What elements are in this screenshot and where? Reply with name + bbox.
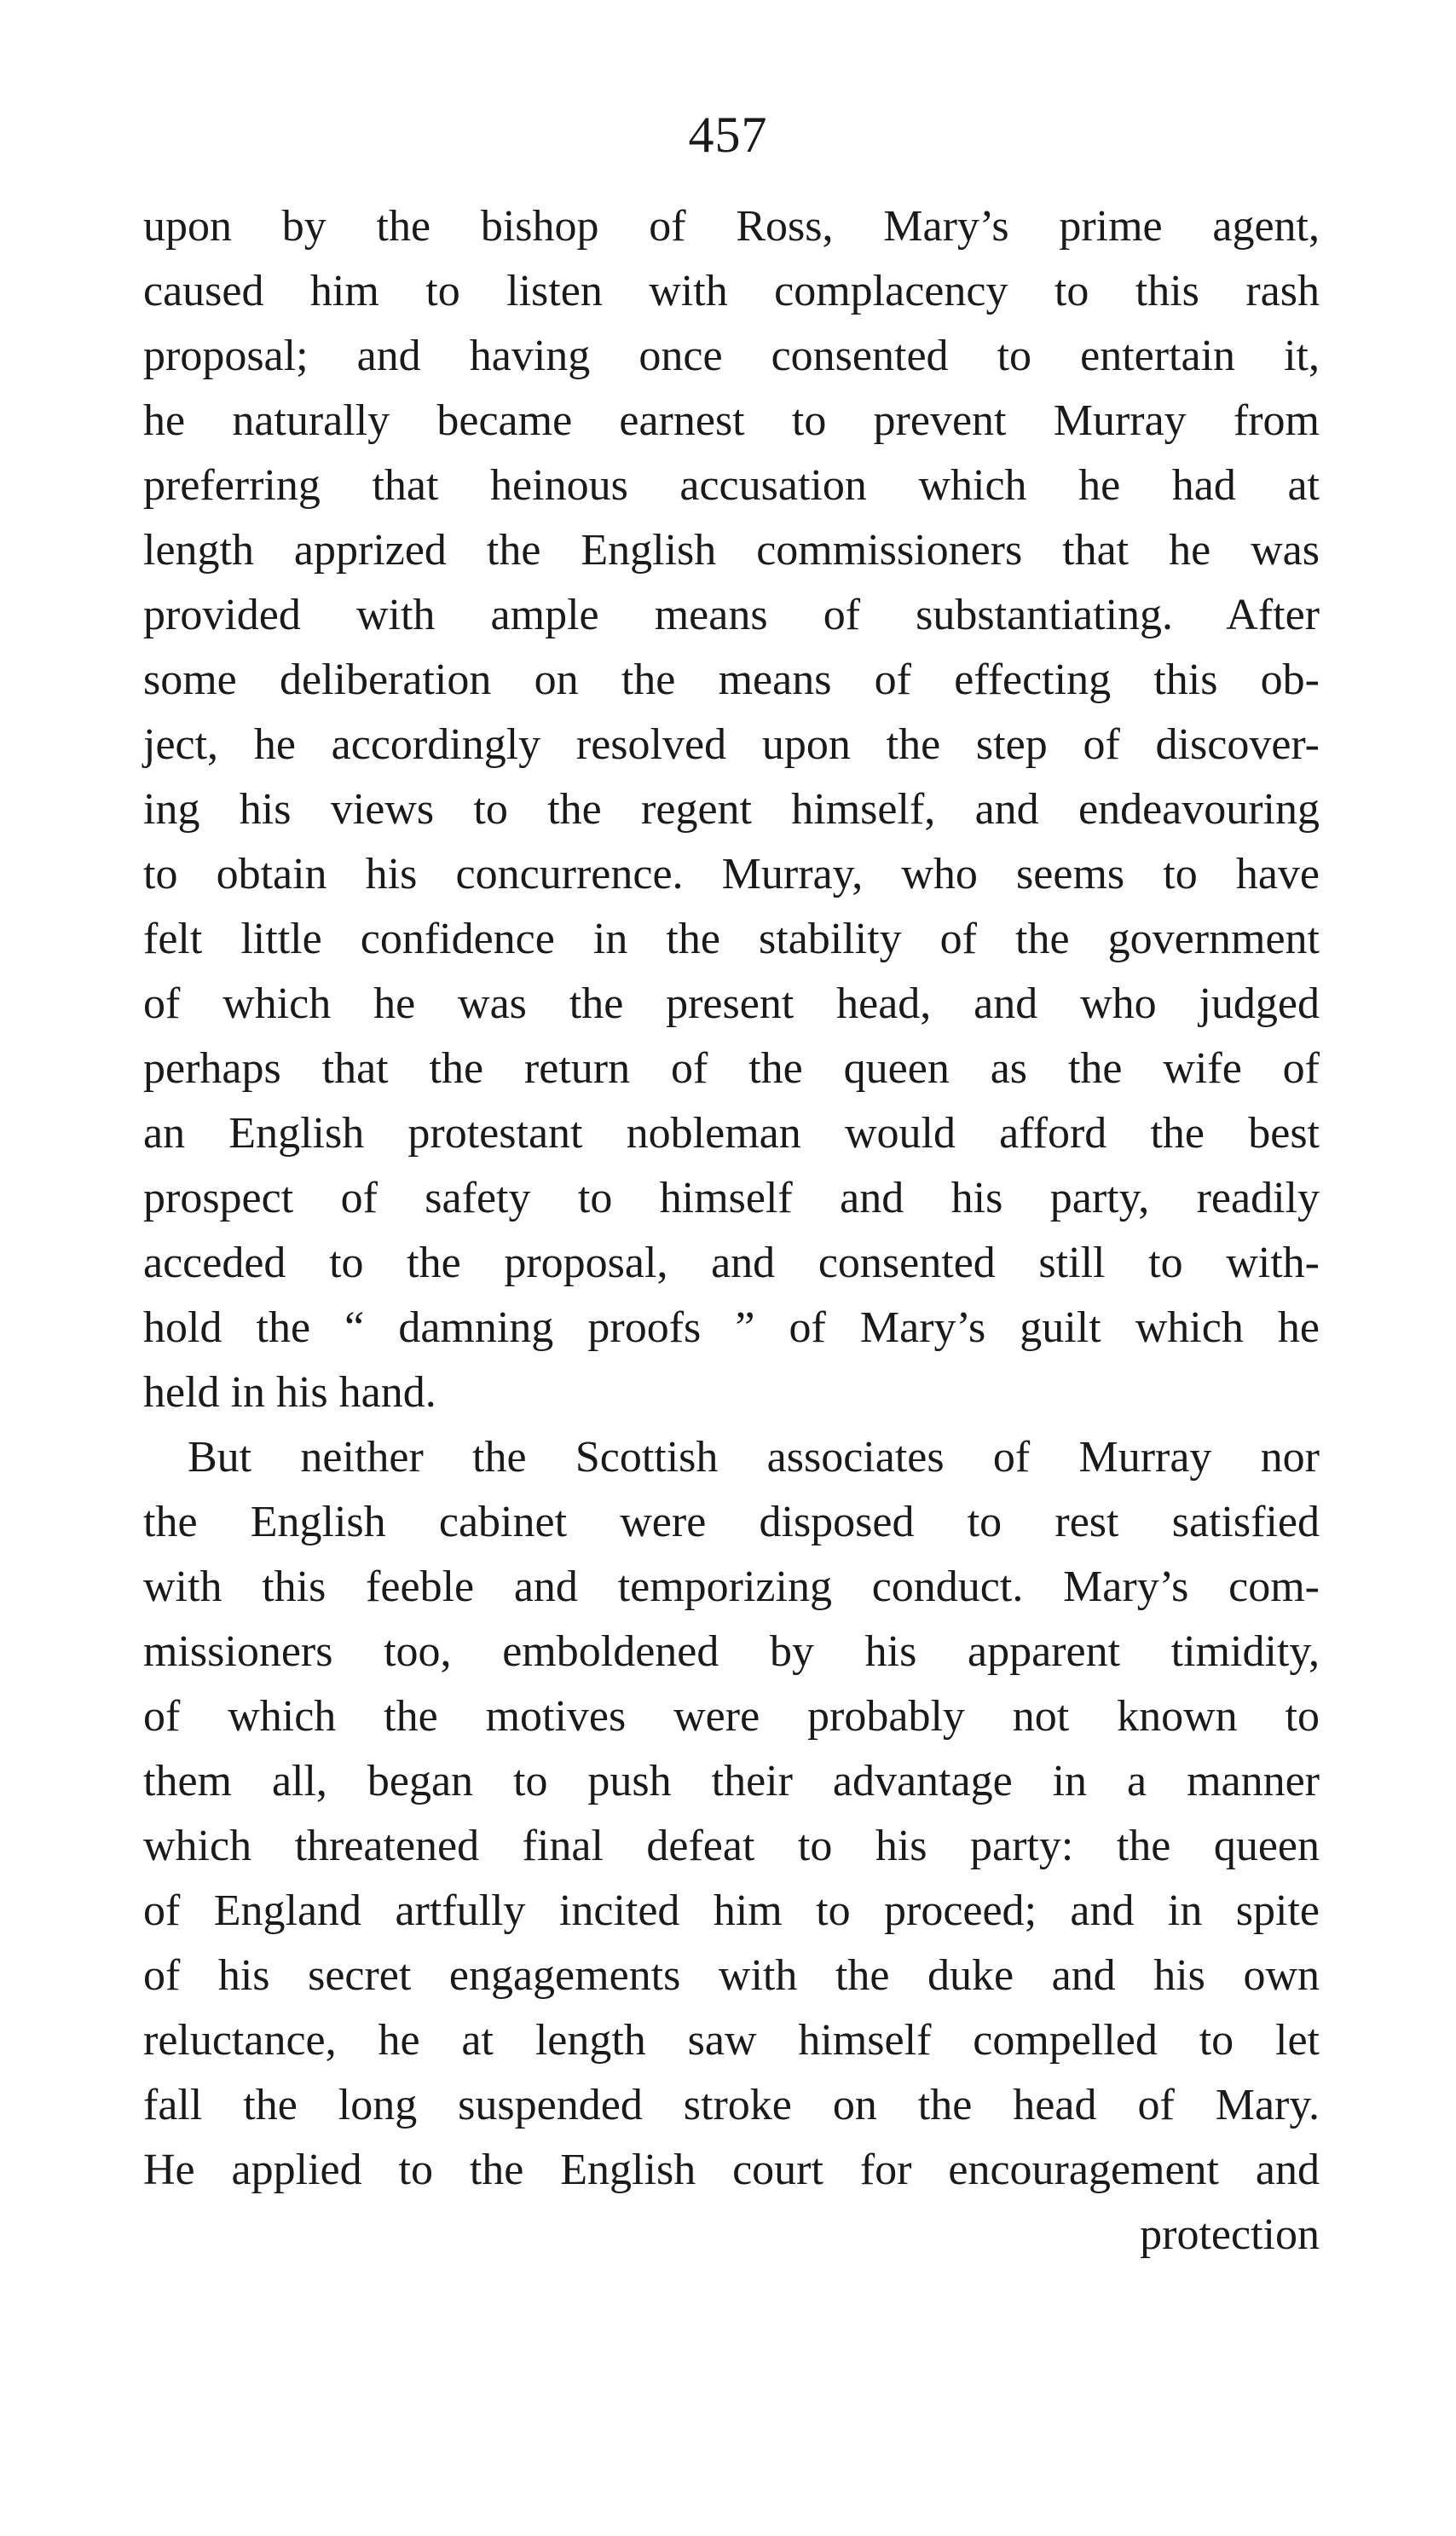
text-line: of which the motives were probably not known to: [143, 1692, 1320, 1741]
catchword: protection: [1140, 2210, 1320, 2259]
text-line: reluctance, he at length saw himself compelled to let: [143, 2016, 1320, 2065]
text-line: he naturally became earnest to prevent Murray from: [143, 396, 1320, 445]
text-line: held in his hand.: [143, 1368, 436, 1417]
text-line: of his secret engagements with the duke and his own: [143, 1951, 1320, 2000]
text-line: prospect of safety to himself and his party, readily: [143, 1174, 1320, 1222]
text-line: of England artfully incited him to proceed; and in spite: [143, 1886, 1320, 1935]
text-line: of which he was the present head, and who judged: [143, 979, 1320, 1028]
text-line: He applied to the English court for encouragement and: [143, 2146, 1320, 2194]
text-line: felt little confidence in the stability of the government: [143, 915, 1320, 963]
text-line: proposal; and having once consented to entertain it,: [143, 332, 1320, 380]
text-line: to obtain his concurrence. Murray, who seems to have: [143, 850, 1320, 898]
text-line: preferring that heinous accusation which he had at: [143, 461, 1320, 510]
text-line: ing his views to the regent himself, and endeavouring: [143, 785, 1320, 834]
text-line: the English cabinet were disposed to rest satisfied: [143, 1498, 1320, 1546]
text-line: perhaps that the return of the queen as the wife of: [143, 1044, 1320, 1093]
text-line: caused him to listen with complacency to this rash: [143, 267, 1320, 315]
text-line: an English protestant nobleman would afford the best: [143, 1109, 1320, 1158]
text-line: But neither the Scottish associates of Murray nor: [188, 1433, 1320, 1482]
text-line: missioners too, emboldened by his apparent timidity,: [143, 1627, 1320, 1676]
text-line: hold the “ damning proofs ” of Mary’s guilt which he: [143, 1303, 1320, 1352]
text-line: fall the long suspended stroke on the head of Mary.: [143, 2081, 1320, 2129]
text-line: some deliberation on the means of effecting this ob-: [143, 656, 1320, 704]
text-line: acceded to the proposal, and consented still to with-: [143, 1239, 1320, 1287]
text-line: upon by the bishop of Ross, Mary’s prime agent,: [143, 202, 1320, 251]
text-line: with this feeble and temporizing conduct. Mary’s com-: [143, 1563, 1320, 1611]
text-line: ject, he accordingly resolved upon the step of discover-: [143, 720, 1320, 769]
text-line: which threatened final defeat to his party: the queen: [143, 1822, 1320, 1870]
text-line: length apprized the English commissioners that he was: [143, 526, 1320, 575]
text-line: provided with ample means of substantiating. After: [143, 591, 1320, 639]
text-line: them all, began to push their advantage in a manner: [143, 1757, 1320, 1805]
body-text: [143, 194, 1320, 2267]
page-number: 457: [688, 107, 768, 163]
